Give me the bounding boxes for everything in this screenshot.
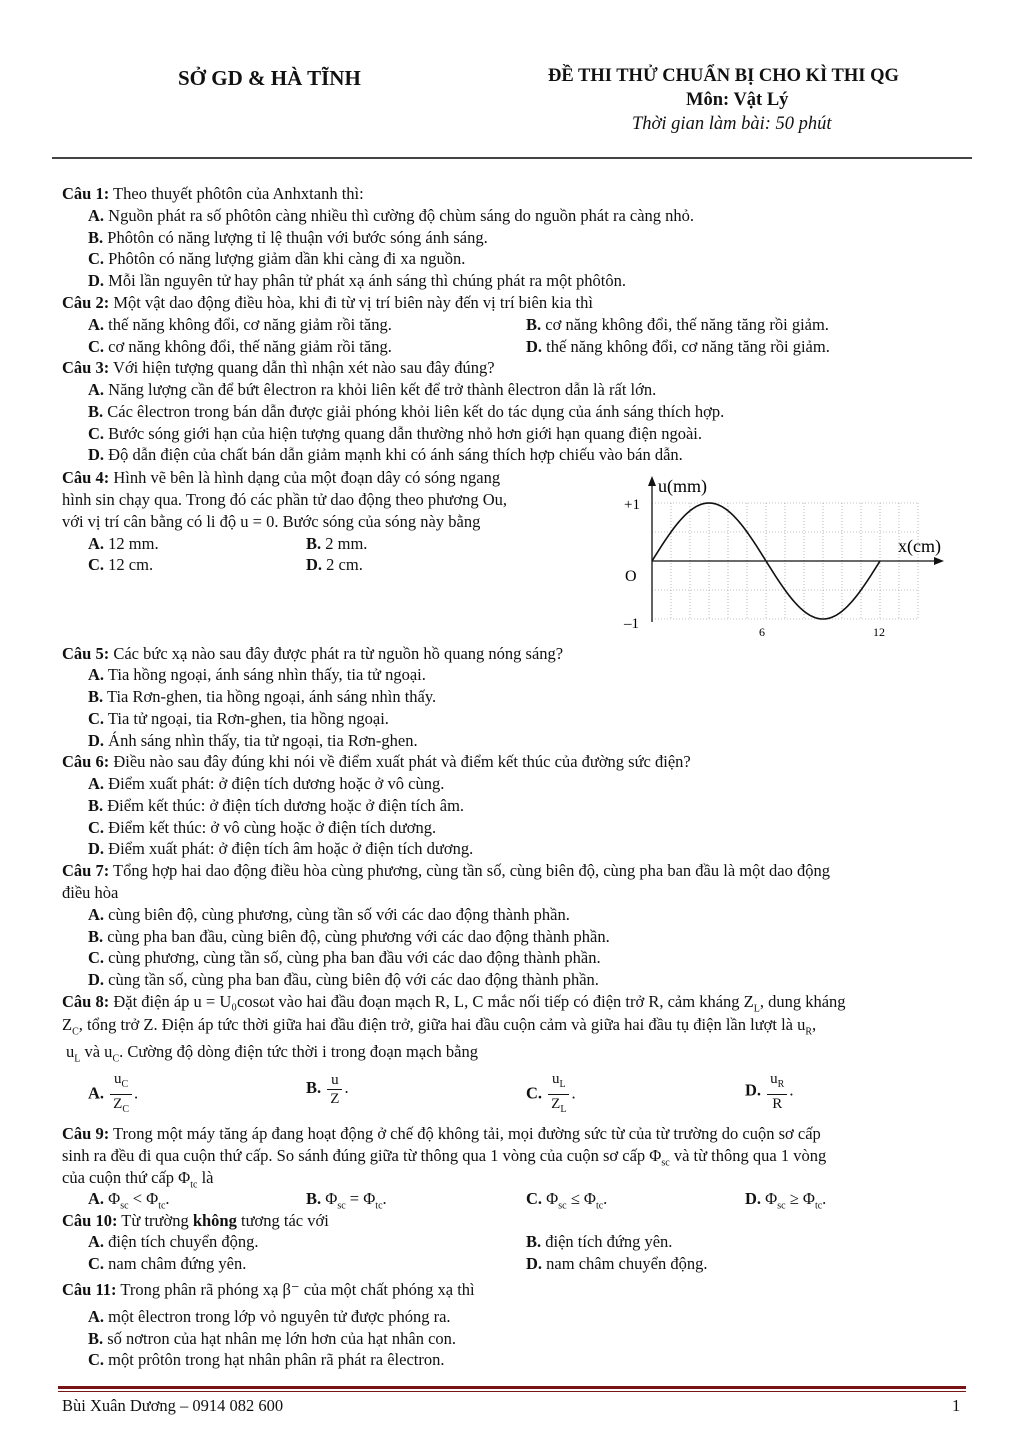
- exam-duration: Thời gian làm bài: 50 phút: [632, 114, 832, 134]
- question-9-line-2: sinh ra đều đi qua cuộn thứ cấp. So sánh đúng giữa từ thông qua 1 vòng của cuộn sơ cấp $\Phi_{sc}$ và từ thông qua 1 vòng: [62, 1146, 827, 1169]
- option-b: B. cùng pha ban đầu, cùng biên độ, cùng phương với các dao động thành phần.: [88, 927, 610, 946]
- option-a: A. $\frac{u_C}{Z_C}$ .: [88, 1070, 138, 1119]
- option-d: D. Mỗi lần nguyên tử hay phân tử phát xạ ánh sáng thì chúng phát ra một phôtôn.: [88, 271, 627, 290]
- option-b: B. Phôtôn có năng lượng tỉ lệ thuận với bước sóng ánh sáng.: [88, 228, 488, 247]
- option-c: C. một prôtôn trong hạt nhân phân rã phát ra êlectron.: [88, 1350, 445, 1369]
- question-8-line-3: $u_L$ và $u_C$. Cường độ dòng điện tức thời i trong đoạn mạch bằng: [66, 1042, 478, 1065]
- option-d: D. Độ dẫn điện của chất bán dẫn giảm mạnh khi có ánh sáng thích hợp chiếu vào bán dẫn.: [88, 445, 683, 464]
- y-tick-minus-one: –1: [624, 616, 639, 632]
- y-axis-label: u(mm): [658, 476, 707, 496]
- footer-divider: [58, 1386, 966, 1389]
- option-b: B. số nơtron của hạt nhân mẹ lớn hơn của hạt nhân con.: [88, 1329, 457, 1348]
- question-8-line-2: $Z_C$, tổng trở Z. Điện áp tức thời giữa hai đầu điện trở, giữa hai đầu cuộn cảm và giữa hai đầu tụ điện lần lượt là $u_R$,: [62, 1015, 817, 1038]
- wave-chart: [612, 470, 962, 642]
- x-axis-label: x(cm): [898, 536, 941, 556]
- option-a: A. điện tích chuyển động.: [88, 1232, 259, 1251]
- question-text: Theo thuyết phôtôn của Anhxtanh thì:: [109, 184, 364, 203]
- question-3: Câu 3: Với hiện tượng quang dẫn thì nhận xét nào sau đây đúng?: [62, 358, 495, 377]
- option-a: A. Nguồn phát ra số phôtôn càng nhiều thì cường độ chùm sáng do nguồn phát ra càng nhỏ.: [88, 206, 695, 225]
- option-b: B. $\Phi_{sc} = \Phi_{tc}$.: [306, 1189, 387, 1212]
- fraction: $\frac{u_L}{Z_L}$: [548, 1070, 569, 1119]
- option-d: D. thế năng không đổi, cơ năng tăng rồi giảm.: [526, 337, 830, 356]
- question-number: Câu 1:: [62, 184, 110, 203]
- question-10: Câu 10: Từ trường không tương tác với: [62, 1211, 329, 1230]
- option-c: C. cơ năng không đổi, thế năng giảm rồi tăng.: [88, 337, 392, 356]
- fraction: $\frac{u_C}{Z_C}$: [110, 1070, 132, 1119]
- option-a: A. Điểm xuất phát: ở điện tích dương hoặc ở vô cùng.: [88, 774, 445, 793]
- question-4: Câu 4: Hình vẽ bên là hình dạng của một đoạn dây có sóng ngang: [62, 468, 501, 487]
- option-c: C. Tia tử ngoại, tia Rơn-ghen, tia hồng ngoại.: [88, 709, 389, 728]
- option-b: B. 2 mm.: [306, 534, 368, 553]
- origin-label: O: [625, 568, 637, 585]
- x-tick-6: 6: [759, 625, 765, 639]
- option-d: D. nam châm chuyển động.: [526, 1254, 708, 1273]
- question-4-line-2: hình sin chạy qua. Trong đó các phần tử dao động theo phương Ou,: [62, 490, 508, 509]
- x-axis-arrow: [934, 557, 944, 565]
- footer-author: Bùi Xuân Dương – 0914 082 600: [62, 1396, 284, 1415]
- x-tick-12: 12: [873, 625, 885, 639]
- question-8: Câu 8: Đặt điện áp u = U₀cosωt vào hai đầu đoạn mạch R, L, C mắc nối tiếp có điện trở R, cảm kháng $Z_L$, dung kháng: [62, 992, 846, 1015]
- question-6: Câu 6: Điều nào sau đây đúng khi nói về điểm xuất phát và điểm kết thúc của đường sức điện?: [62, 752, 691, 771]
- option-c: C. Phôtôn có năng lượng giảm dần khi càng đi xa nguồn.: [88, 249, 466, 268]
- option-d: D. $\Phi_{sc} \ge \Phi_{tc}$.: [745, 1189, 827, 1212]
- option-a: A. $\Phi_{sc} < \Phi_{tc}$.: [88, 1189, 170, 1212]
- option-c: C. cùng phương, cùng tần số, cùng pha ban đầu với các dao động thành phần.: [88, 948, 601, 967]
- option-c: C. $\frac{u_L}{Z_L}$ .: [526, 1070, 576, 1119]
- option-a: A. 12 mm.: [88, 534, 159, 553]
- question-11: Câu 11: Trong phân rã phóng xạ β⁻ của một chất phóng xạ thì: [62, 1280, 475, 1299]
- y-tick-plus-one: +1: [624, 497, 640, 513]
- option-a: A. một êlectron trong lớp vỏ nguyên tử được phóng ra.: [88, 1307, 451, 1326]
- fraction: $\frac{u}{Z}$: [327, 1071, 342, 1108]
- question-4-line-3: với vị trí cân bằng có li độ u = 0. Bước sóng của sóng này bằng: [62, 512, 481, 531]
- option-a: A. thế năng không đổi, cơ năng giảm rồi tăng.: [88, 315, 392, 334]
- department-name: SỞ GD & HÀ TĨNH: [178, 66, 361, 90]
- option-a: A. cùng biên độ, cùng phương, cùng tần số với các dao động thành phần.: [88, 905, 570, 924]
- question-7: Câu 7: Tổng hợp hai dao động điều hòa cùng phương, cùng tần số, cùng biên độ, cùng pha ban đầu là một dao động: [62, 861, 831, 880]
- option-c: C. Điểm kết thúc: ở vô cùng hoặc ở điện tích dương.: [88, 818, 437, 837]
- question-2: Câu 2: Một vật dao động điều hòa, khi đi từ vị trí biên này đến vị trí biên kia thì: [62, 293, 593, 312]
- header-divider: [52, 157, 972, 159]
- option-a: A. Tia hồng ngoại, ánh sáng nhìn thấy, tia tử ngoại.: [88, 665, 426, 684]
- footer-divider-thin: [58, 1391, 966, 1392]
- option-a: A. Năng lượng cần để bứt êlectron ra khỏi liên kết để trở thành êlectron dẫn là rất lớn.: [88, 380, 657, 399]
- option-c: C. 12 cm.: [88, 555, 154, 574]
- option-d: D. Điểm xuất phát: ở điện tích âm hoặc ở điện tích dương.: [88, 839, 474, 858]
- question-1: [62, 183, 364, 204]
- option-d: D. $\frac{u_R}{R}$ .: [745, 1071, 794, 1112]
- option-b: B. điện tích đứng yên.: [526, 1232, 673, 1251]
- option-d: D. cùng tần số, cùng pha ban đầu, cùng biên độ với các dao động thành phần.: [88, 970, 599, 989]
- fraction: $\frac{u_R}{R}$: [767, 1070, 787, 1113]
- question-5: Câu 5: Các bức xạ nào sau đây được phát ra từ nguồn hồ quang nóng sáng?: [62, 644, 564, 663]
- option-b: B. $\frac{u}{Z}$ .: [306, 1071, 349, 1107]
- question-9: Câu 9: Trong một máy tăng áp đang hoạt động ở chế độ không tải, mọi đường sức từ của từ trường do cuộn sơ cấp: [62, 1124, 821, 1143]
- option-d: D. Ánh sáng nhìn thấy, tia tử ngoại, tia Rơn-ghen.: [88, 731, 418, 750]
- y-axis-arrow: [648, 476, 656, 486]
- option-b: B. Các êlectron trong bán dẫn được giải phóng khỏi liên kết do tác dụng của ánh sáng thích hợp.: [88, 402, 725, 421]
- option-c: C. $\Phi_{sc} \le \Phi_{tc}$.: [526, 1189, 608, 1212]
- option-c: C. Bước sóng giới hạn của hiện tượng quang dẫn thường nhỏ hơn giới hạn quang điện ngoài.: [88, 424, 702, 443]
- question-7-line-2: điều hòa: [62, 883, 119, 902]
- subject-name: Môn: Vật Lý: [686, 90, 789, 110]
- option-b: B. Tia Rơn-ghen, tia hồng ngoại, ánh sáng nhìn thấy.: [88, 687, 437, 706]
- question-9-line-3: của cuộn thứ cấp $\Phi_{tc}$ là: [62, 1168, 214, 1191]
- page-number: 1: [952, 1396, 961, 1415]
- option-b: B. Điểm kết thúc: ở điện tích dương hoặc ở điện tích âm.: [88, 796, 465, 815]
- option-c: C. nam châm đứng yên.: [88, 1254, 247, 1273]
- option-d: D. 2 cm.: [306, 555, 363, 574]
- option-b: B. cơ năng không đổi, thế năng tăng rồi giảm.: [526, 315, 829, 334]
- exam-title: ĐỀ THI THỬ CHUẨN BỊ CHO KÌ THI QG: [548, 66, 899, 86]
